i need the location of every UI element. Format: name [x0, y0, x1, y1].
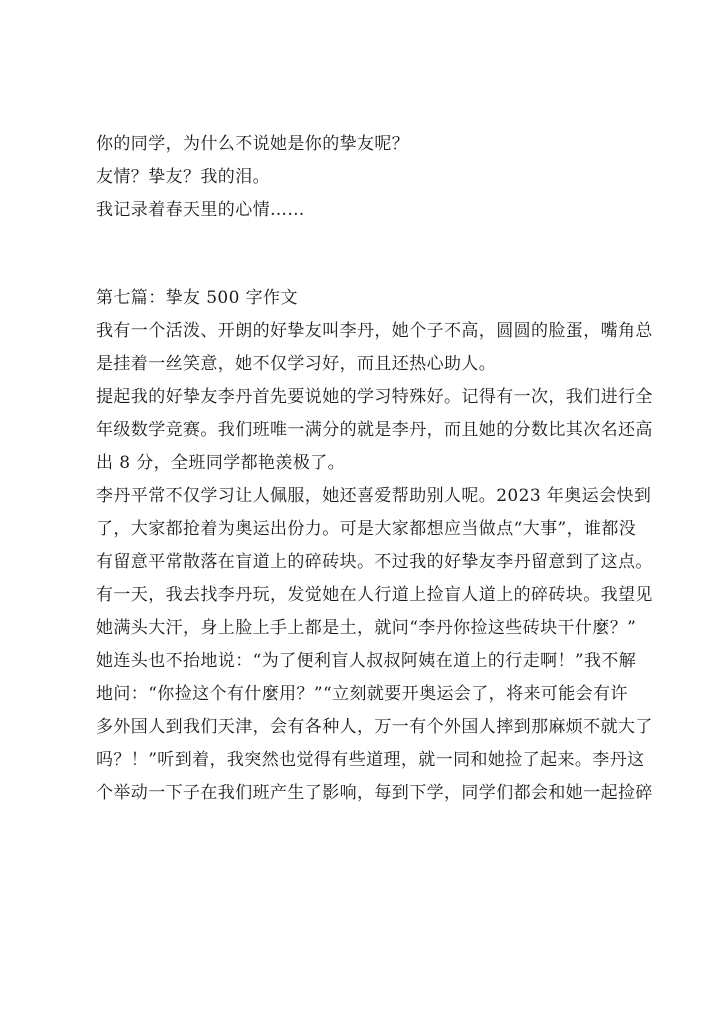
intro-line: 我记录着春天里的心情……: [96, 200, 305, 220]
body-line: 吗？！”听到着，我突然也觉得有些道理，就一同和她捡了起来。李丹这: [96, 750, 645, 770]
body-line: 有留意平常散落在盲道上的碎砖块。不过我的好挚友李丹留意到了这点。: [96, 552, 653, 572]
intro-line: 你的同学，为什么不说她是你的挚友呢？: [96, 134, 410, 154]
body-line: 她满头大汗，身上脸上手上都是土，就问“李丹你捡这些砖块干什麼？”: [96, 618, 637, 638]
body-line: 提起我的好挚友李丹首先要说她的学习特殊好。记得有一次，我们进行全: [96, 387, 653, 407]
essay-section: [96, 282, 653, 810]
body-line: 她连头也不抬地说：“为了便利盲人叔叔阿姨在道上的行走啊！”我不解: [96, 651, 637, 671]
body-line: 有一天，我去找李丹玩，发觉她在人行道上捡盲人道上的碎砖块。我望见: [96, 585, 653, 605]
body-line: 地问：“你捡这个有什麼用？”“立刻就要开奥运会了，将来可能会有许: [96, 684, 628, 704]
intro-paragraphs: [96, 128, 636, 227]
body-line: 我有一个活泼、开朗的好挚友叫李丹，她个子不高，圆圆的脸蛋，嘴角总: [96, 321, 653, 341]
body-line: 多外国人到我们天津，会有各种人，万一有个外国人摔到那麻烦不就大了: [96, 717, 653, 737]
intro-line: 友情？挚友？我的泪。: [96, 167, 270, 187]
body-line: 了，大家都抢着为奥运出份力。可是大家都想应当做点“大事”，谁都没: [96, 519, 637, 539]
body-line: 出 8 分，全班同学都艳羡极了。: [96, 453, 346, 473]
body-line: 个举动一下子在我们班产生了影响，每到下学，同学们都会和她一起捡碎: [96, 783, 653, 803]
body-line: 年级数学竞赛。我们班唯一满分的就是李丹，而且她的分数比其次名还高: [96, 420, 653, 440]
section-title: 第七篇：挚友 500 字作文: [96, 288, 298, 308]
body-line: 李丹平常不仅学习让人佩服，她还喜爱帮助别人呢。2023 年奥运会快到: [96, 486, 652, 506]
body-line: 是挂着一丝笑意，她不仅学习好，而且还热心助人。: [96, 354, 497, 374]
